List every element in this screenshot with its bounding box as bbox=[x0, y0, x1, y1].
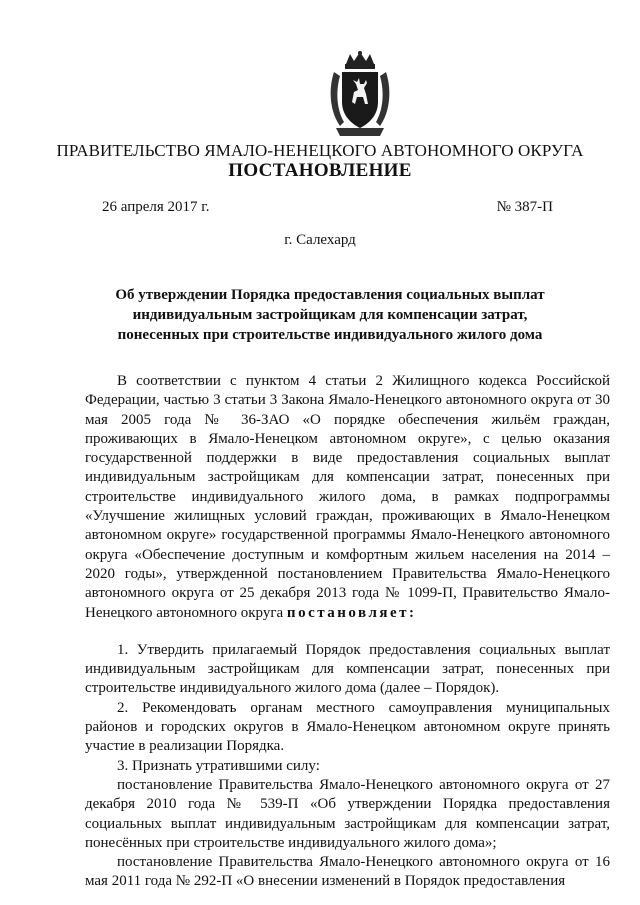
document-body bbox=[85, 372, 610, 892]
preamble-text: В соответствии с пунктом 4 статьи 2 Жилищного кодекса Российской Федерации, частью 3 статьи 3 Закона Ямало-Ненецкого автономного округа от 30 мая 2005 года № 36-ЗАО «О порядке обеспечения жильём граждан, проживающих в Ямало-Ненецком автономном округе», с целью оказания государственной поддержки в виде предоставления социальных выплат индивидуальным застройщикам для компенсации затрат, понесенных при строительстве индивидуального жилого дома, в рамках подпрограммы «Улучшение жилищных условий граждан, проживающих в Ямало-Ненецком автономном округе» государственной программы Ямало-Ненецкого автономного округа «Обеспечение доступным и комфортным жильем населения на 2014 – 2020 годы», утвержденной постановлением Правительства Ямало-Ненецкого автономного округа от 25 декабря 2013 года № 1099-П, Правительство Ямало-Ненецкого автономного округа bbox=[85, 373, 610, 621]
title-line-3: понесенных при строительстве индивидуального жилого дома bbox=[117, 327, 543, 343]
item-3-b: постановление Правительства Ямало-Ненецкого автономного округа от 16 мая 2011 года № 292-П «О внесении изменений в Порядок предоставления bbox=[85, 854, 610, 890]
item-2: 2. Рекомендовать органам местного самоуправления муниципальных районов и городских округов в Ямало-Ненецком автономном округе принять участие в реализации Порядка. bbox=[85, 699, 610, 755]
item-1: 1. Утвердить прилагаемый Порядок предоставления социальных выплат индивидуальным застройщикам для компенсации затрат, понесенных при строительстве индивидуального жилого дома (далее – Порядок). bbox=[85, 641, 610, 697]
document-type: ПОСТАНОВЛЕНИЕ bbox=[228, 160, 412, 181]
document-number: № 387-П bbox=[496, 199, 553, 215]
item-3-a: постановление Правительства Ямало-Ненецкого автономного округа от 27 декабря 2010 года № 539-П «Об утверждении Порядка предоставления социальных выплат индивидуальным застройщикам для компенсации затрат, понесённых при строительстве индивидуального жилого дома»; bbox=[85, 776, 610, 851]
government-name: ПРАВИТЕЛЬСТВО ЯМАЛО-НЕНЕЦКОГО АВТОНОМНОГО ОКРУГА bbox=[56, 141, 584, 160]
item-3: 3. Признать утратившими силу: bbox=[117, 757, 320, 774]
preamble-paragraph bbox=[85, 372, 610, 623]
title-line-2: индивидуальным застройщикам для компенсации затрат, bbox=[132, 307, 528, 323]
document-city: г. Салехард bbox=[284, 232, 356, 248]
coat-of-arms-icon bbox=[326, 50, 394, 138]
title-line-1: Об утверждении Порядка предоставления социальных выплат bbox=[115, 287, 545, 303]
resolves-keyword: постановляет: bbox=[286, 604, 417, 621]
document-date: 26 апреля 2017 г. bbox=[102, 199, 210, 215]
document-title bbox=[90, 285, 570, 345]
